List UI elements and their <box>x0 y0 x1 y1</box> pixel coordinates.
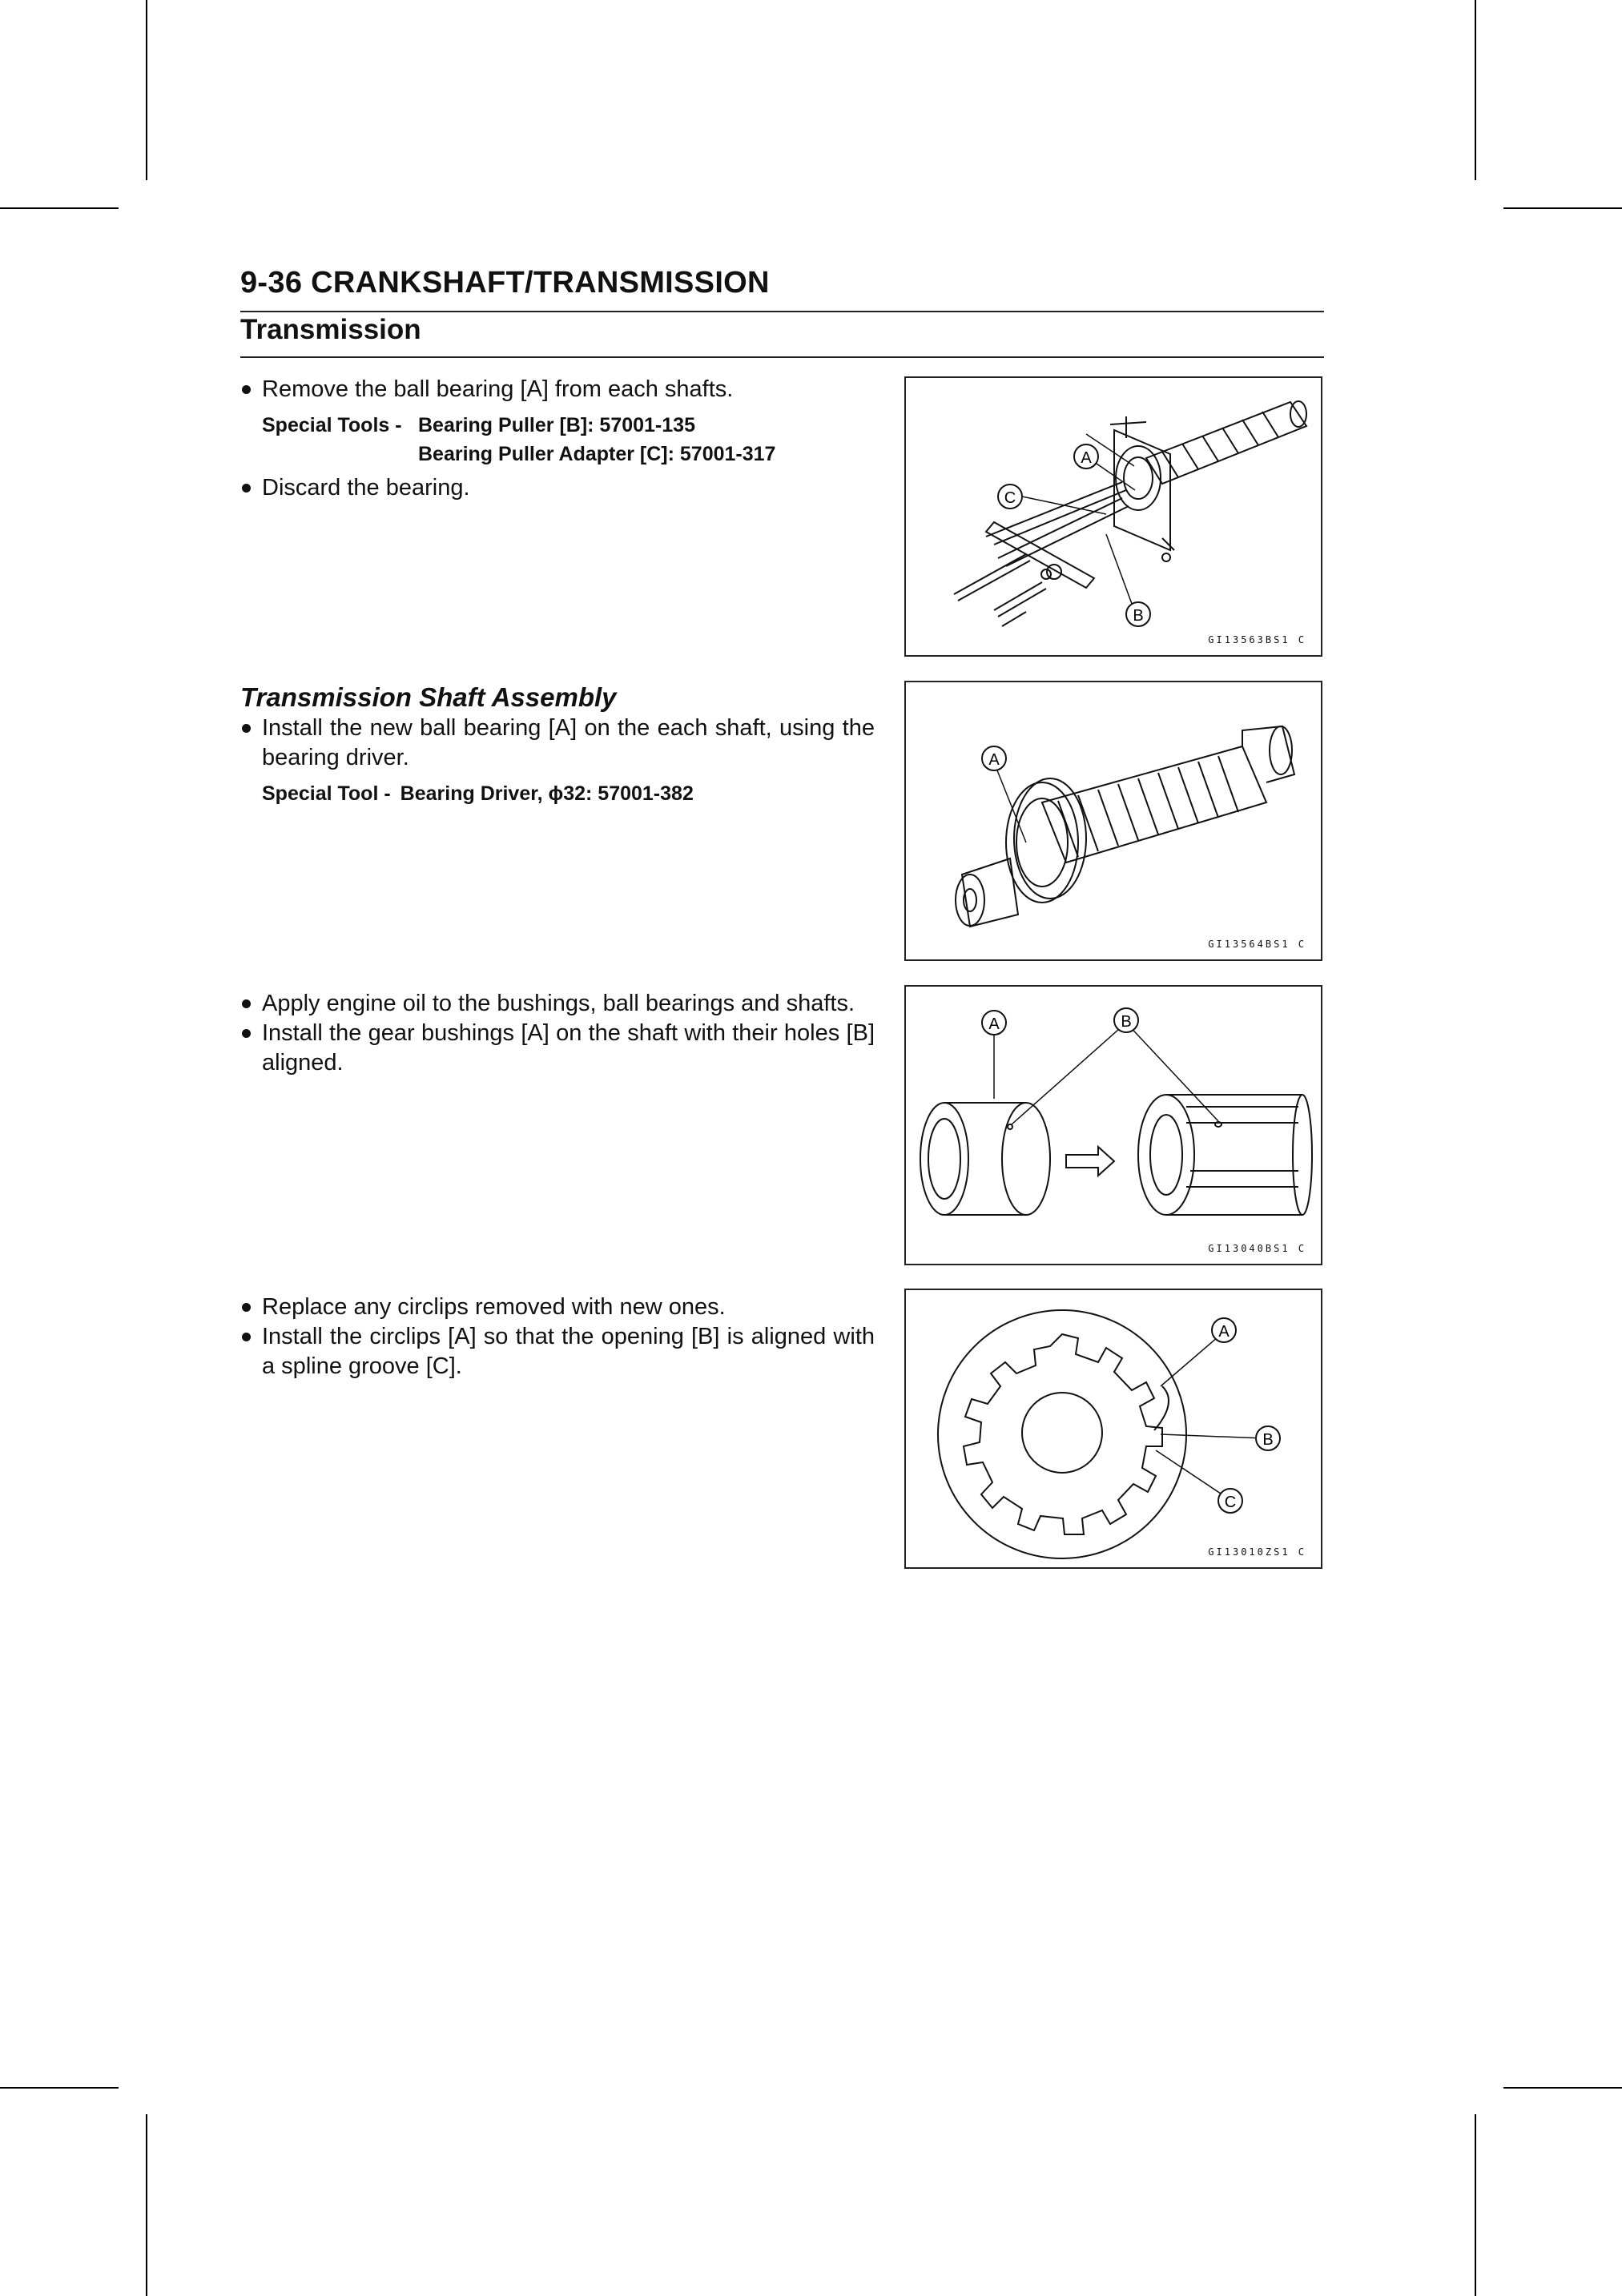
bushing-alignment-illustration <box>906 987 1321 1264</box>
step-text: Remove the ball bearing [A] from each shafts. <box>262 376 734 402</box>
callout-a <box>982 1011 1006 1035</box>
svg-text:A: A <box>988 751 1000 769</box>
bullet-icon <box>242 484 251 493</box>
bullet-icon <box>242 1333 251 1341</box>
svg-text:A: A <box>1081 449 1092 467</box>
svg-text:B: B <box>1262 1431 1274 1449</box>
step-text: Replace any circlips removed with new ones. <box>262 1294 726 1320</box>
figure-bearing-puller <box>904 376 1322 657</box>
step-apply-oil <box>240 989 875 1019</box>
callout-a <box>982 746 1006 770</box>
crop-mark <box>146 2114 147 2296</box>
figure-circlip <box>904 1289 1322 1569</box>
bullet-icon <box>242 999 251 1008</box>
crop-mark <box>1475 0 1476 180</box>
svg-text:A: A <box>988 1015 1000 1033</box>
tool-bearing-driver: Bearing Driver, ϕ32: 57001-382 <box>400 782 694 805</box>
bullet-icon <box>242 1303 251 1312</box>
svg-text:C: C <box>1004 489 1016 507</box>
header-rule <box>240 311 1324 312</box>
section-rule <box>240 356 1324 358</box>
step-text: Install the circlips [A] so that the opening [B] is aligned with a spline groove [C]. <box>262 1324 875 1379</box>
svg-text:A: A <box>1218 1323 1230 1341</box>
shaft-bearing-illustration <box>906 682 1321 959</box>
special-tool-line <box>262 779 694 808</box>
tool-bearing-puller: Bearing Puller [B]: 57001-135 <box>418 414 695 436</box>
figure-bushing-alignment <box>904 985 1322 1265</box>
figure-code: GI13563BS1 C <box>1208 634 1306 645</box>
subsection-heading: Transmission Shaft Assembly <box>240 682 617 712</box>
svg-text:C: C <box>1224 1494 1237 1511</box>
step-text: Apply engine oil to the bushings, ball bearings and shafts. <box>262 991 855 1016</box>
step-install-circlips <box>240 1322 875 1381</box>
step-text: Install the new ball bearing [A] on the each shaft, using the bearing driver. <box>262 715 875 770</box>
figure-code: GI13040BS1 C <box>1208 1243 1306 1254</box>
svg-text:B: B <box>1133 607 1144 625</box>
page-header-title: 9-36 CRANKSHAFT/TRANSMISSION <box>240 266 770 300</box>
callout-a <box>1212 1318 1236 1342</box>
callout-b <box>1126 602 1150 626</box>
crop-mark <box>1475 2114 1476 2296</box>
tools-label: Special Tools - <box>262 414 402 436</box>
callout-a <box>1074 444 1098 468</box>
tool-puller-adapter: Bearing Puller Adapter [C]: 57001-317 <box>418 443 776 465</box>
tool-line <box>262 440 775 468</box>
callout-b <box>1114 1008 1138 1032</box>
figure-shaft-bearing <box>904 681 1322 961</box>
crop-mark <box>0 2087 119 2089</box>
crop-mark <box>146 0 147 180</box>
figure-code: GI13564BS1 C <box>1208 939 1306 950</box>
bullet-icon <box>242 1029 251 1038</box>
section-title: Transmission <box>240 314 421 345</box>
svg-text:B: B <box>1121 1013 1132 1031</box>
crop-mark <box>0 207 119 209</box>
step-remove-bearing <box>240 375 875 404</box>
circlip-illustration <box>906 1290 1321 1567</box>
bearing-puller-illustration <box>906 378 1321 655</box>
callout-c <box>1218 1489 1242 1513</box>
step-install-bushings <box>240 1019 875 1078</box>
tool-line <box>262 411 775 440</box>
step-text: Discard the bearing. <box>262 475 470 501</box>
step-replace-circlips <box>240 1293 875 1322</box>
crop-mark <box>1503 2087 1622 2089</box>
special-tools-list <box>262 411 775 468</box>
tool-label: Special Tool - <box>262 782 391 805</box>
crop-mark <box>1503 207 1622 209</box>
step-text: Install the gear bushings [A] on the shaft with their holes [B] aligned. <box>262 1020 875 1076</box>
bullet-icon <box>242 385 251 394</box>
callout-b <box>1256 1426 1280 1450</box>
bullet-icon <box>242 724 251 733</box>
step-discard-bearing <box>240 473 875 503</box>
step-install-bearing <box>240 714 875 773</box>
figure-code: GI13010ZS1 C <box>1208 1546 1306 1558</box>
